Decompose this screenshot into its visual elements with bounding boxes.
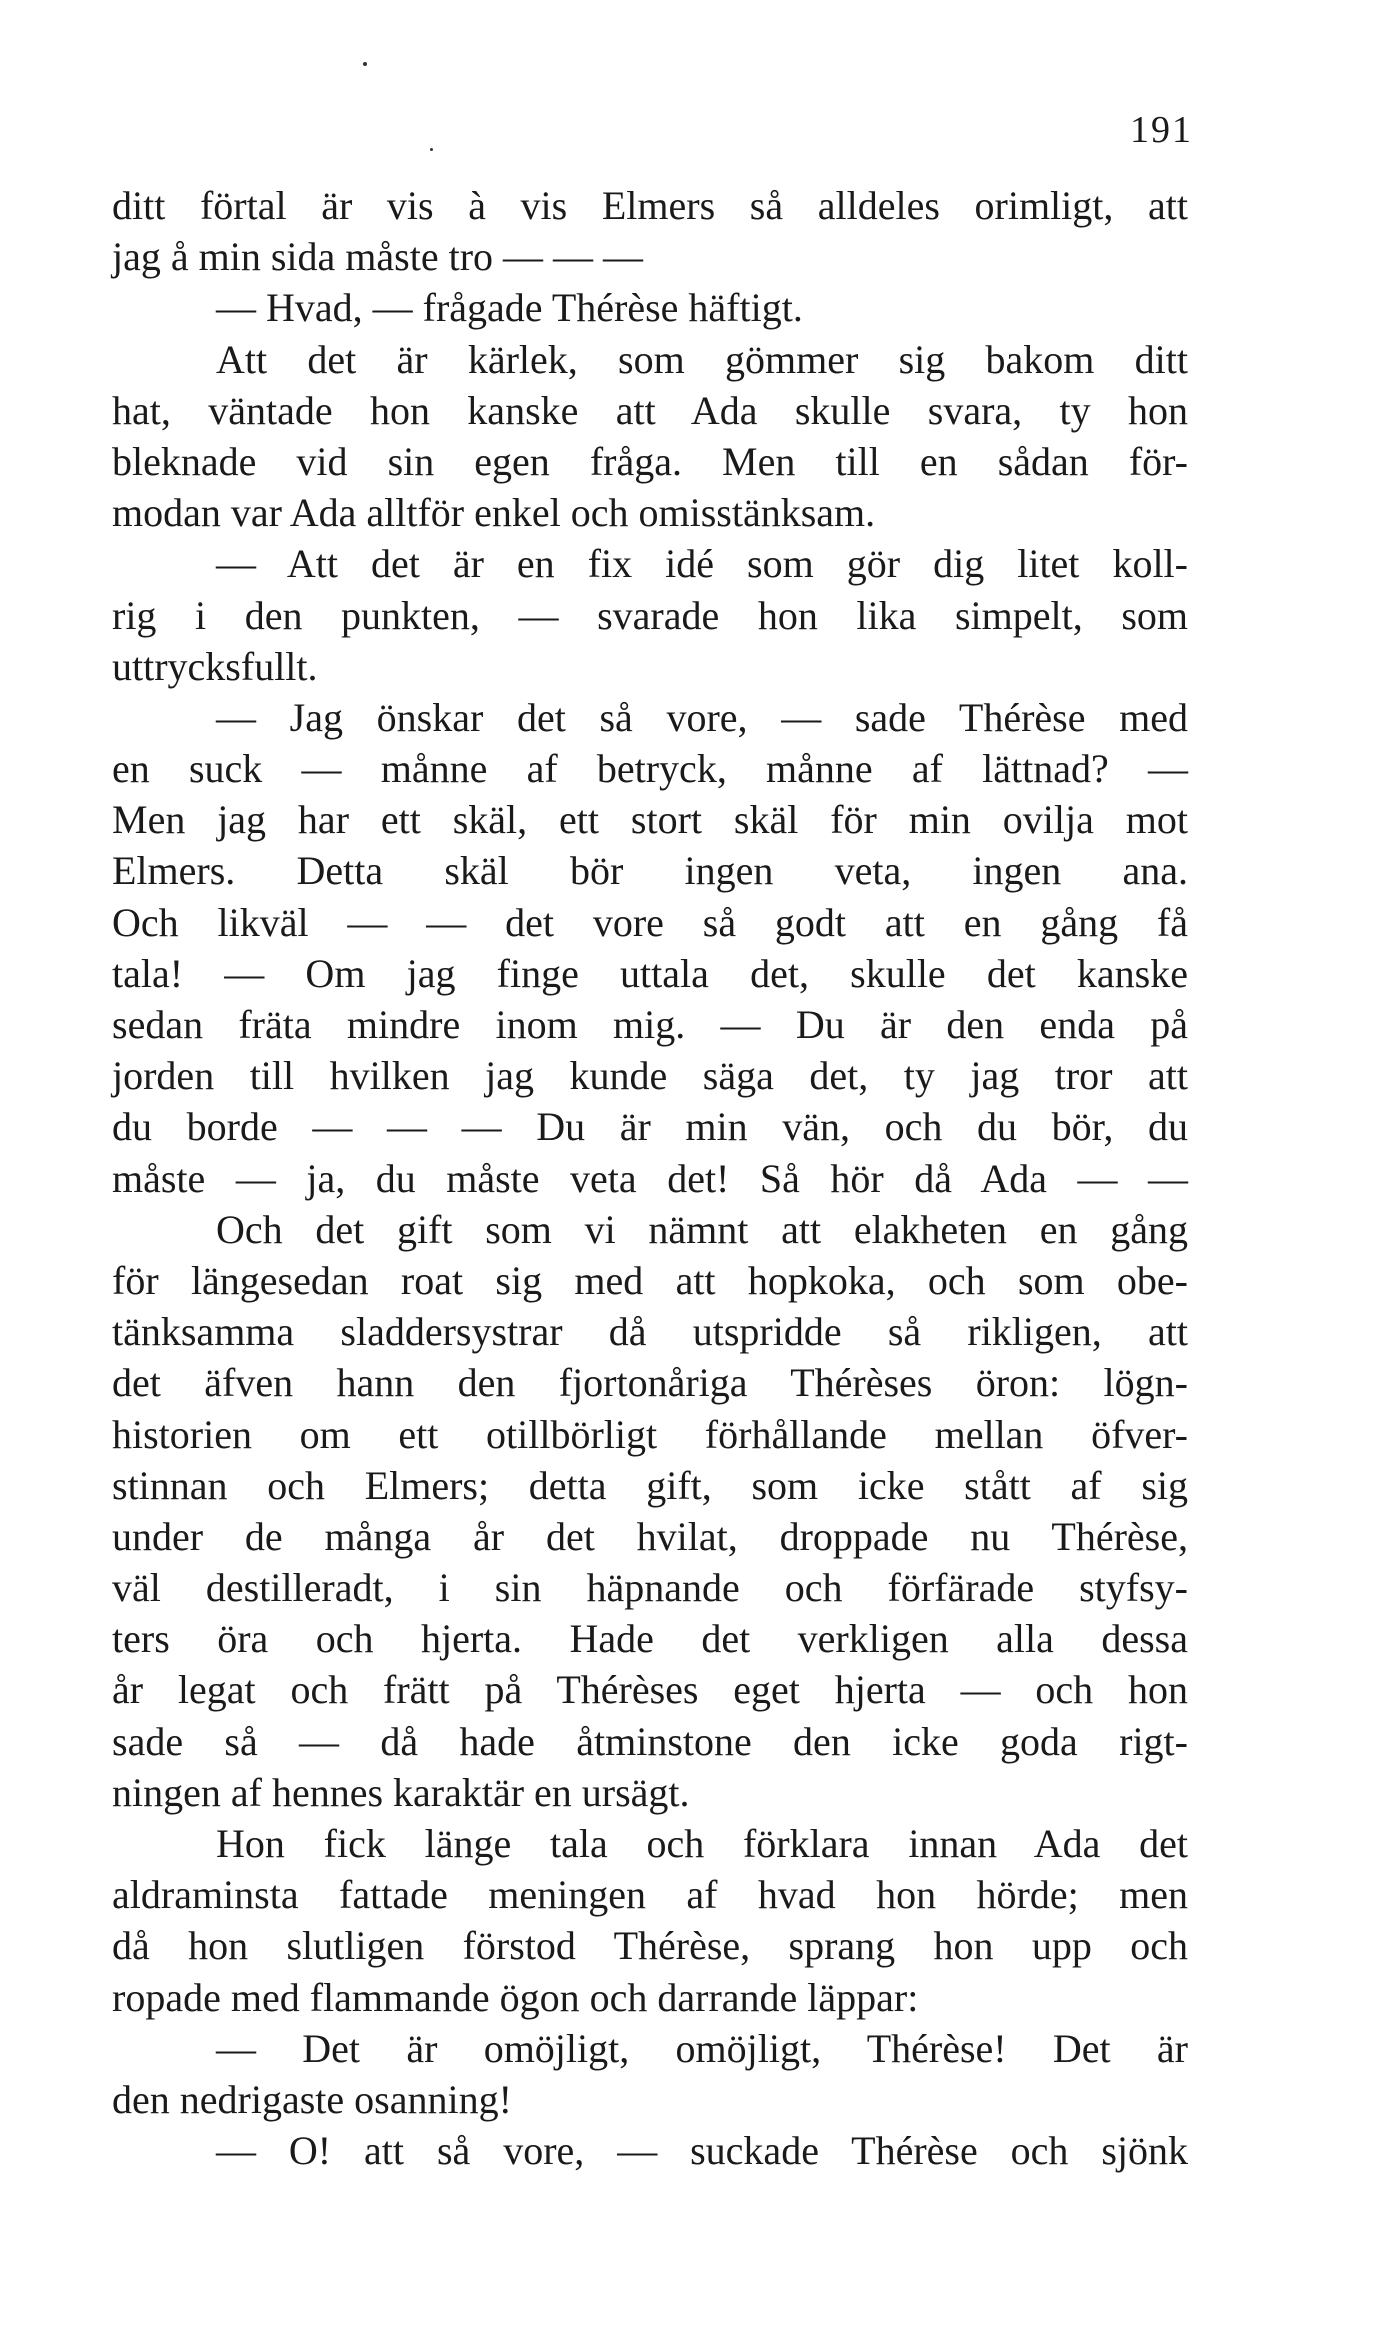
text-line: — Att det är en fix idé som gör dig litet koll- xyxy=(216,541,1188,587)
text-line: för längesedan roat sig med att hopkoka, och som obe- xyxy=(112,1257,1188,1303)
text-line: den nedrigaste osanning! xyxy=(112,2076,512,2122)
text-line: stinnan och Elmers; detta gift, som icke stått af sig xyxy=(112,1462,1188,1508)
text-line: aldraminsta fattade meningen af hvad hon hörde; men xyxy=(112,1872,1188,1918)
text-line: du borde — — — Du är min vän, och du bör, du xyxy=(112,1104,1188,1150)
text-line: — Hvad, — frågade Thérèse häftigt. xyxy=(216,285,803,331)
text-line: en suck — månne af betryck, månne af lättnad? — xyxy=(112,746,1188,792)
text-line: Hon fick länge tala och förklara innan Ada det xyxy=(216,1821,1188,1866)
text-line: då hon slutligen förstod Thérèse, sprang hon upp och xyxy=(112,1923,1188,1969)
page-number: 191 xyxy=(1130,109,1193,151)
text-line: — Jag önskar det så vore, — sade Thérèse med xyxy=(216,694,1188,740)
text-line: historien om ett otillbörligt förhållande mellan öfver- xyxy=(112,1411,1188,1457)
text-line: rig i den punkten, — svarade hon lika simpelt, som xyxy=(112,592,1188,638)
text-line: Elmers. Detta skäl bör ingen veta, ingen ana. xyxy=(112,848,1188,894)
text-line: Och likväl — — det vore så godt att en gång få xyxy=(112,899,1188,945)
text-line: år legat och frätt på Thérèses eget hjerta — och hon xyxy=(112,1667,1188,1713)
text-line: jorden till hvilken jag kunde säga det, ty jag tror att xyxy=(112,1053,1188,1099)
text-line: uttrycksfullt. xyxy=(112,643,318,689)
ink-speck xyxy=(430,148,433,151)
text-line: sedan fräta mindre inom mig. — Du är den enda på xyxy=(112,1002,1188,1047)
text-line: hat, väntade hon kanske att Ada skulle svara, ty hon xyxy=(112,387,1188,433)
text-line: ters öra och hjerta. Hade det verkligen alla dessa xyxy=(112,1616,1188,1662)
text-line: Och det gift som vi nämnt att elakheten en gång xyxy=(216,1206,1188,1252)
text-line: jag å min sida måste tro — — — xyxy=(112,234,644,280)
text-line: måste — ja, du måste veta det! Så hör då Ada — — xyxy=(112,1155,1188,1201)
text-line: modan var Ada alltför enkel och omisstänksam. xyxy=(112,490,876,536)
text-line: tala! — Om jag finge uttala det, skulle det kanske xyxy=(112,950,1188,996)
text-line: ropade med flammande ögon och darrande läppar: xyxy=(112,1974,919,2020)
text-line: det äfven hann den fjortonåriga Thérèses öron: lögn- xyxy=(112,1360,1188,1406)
text-line: ningen af hennes karaktär en ursägt. xyxy=(112,1769,690,1815)
text-line: bleknade vid sin egen fråga. Men till en sådan för- xyxy=(112,438,1188,484)
text-line: tänksamma sladdersystrar då utspridde så rikligen, att xyxy=(112,1309,1188,1355)
ink-speck xyxy=(363,62,367,66)
text-line: väl destilleradt, i sin häpnande och förfärade styfsy- xyxy=(112,1565,1188,1611)
text-line: under de många år det hvilat, droppade nu Thérèse, xyxy=(112,1513,1188,1559)
body-text xyxy=(112,180,1188,2176)
text-line: — Det är omöjligt, omöjligt, Thérèse! Det är xyxy=(216,2025,1188,2071)
text-line: sade så — då hade åtminstone den icke goda rigt- xyxy=(112,1718,1188,1764)
text-line: Att det är kärlek, som gömmer sig bakom ditt xyxy=(216,336,1188,382)
text-line: ditt förtal är vis à vis Elmers så alldeles orimligt, att xyxy=(112,183,1188,228)
text-line: — O! att så vore, — suckade Thérèse och sjönk xyxy=(216,2128,1188,2174)
text-line: Men jag har ett skäl, ett stort skäl för min ovilja mot xyxy=(112,797,1188,843)
